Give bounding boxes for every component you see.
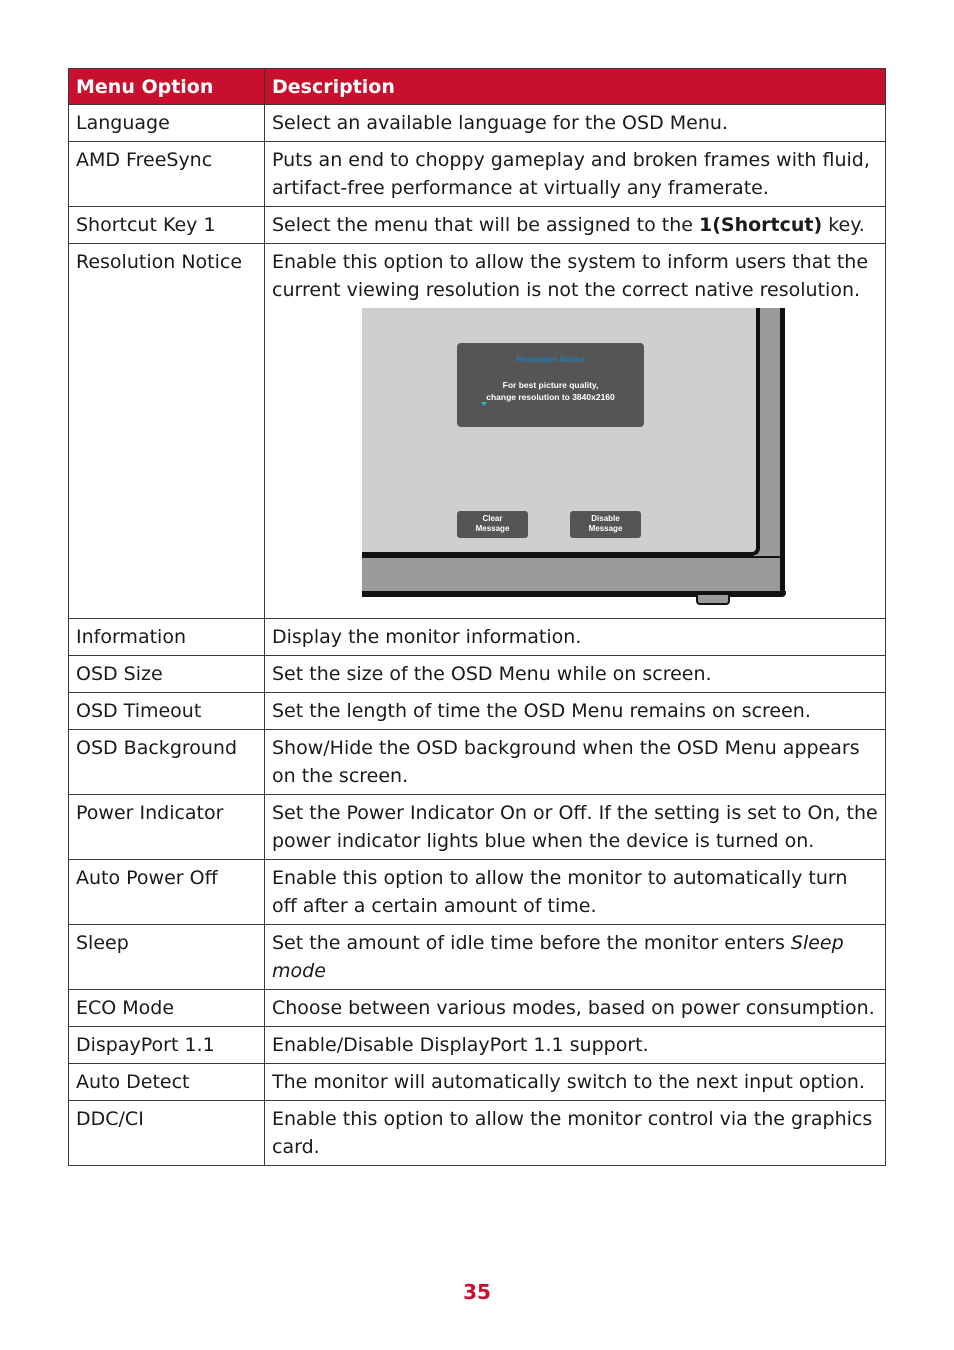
page-number: 35 bbox=[463, 1280, 491, 1304]
arrow-down-icon bbox=[481, 402, 487, 406]
table-row bbox=[69, 207, 886, 244]
option-cell: Resolution Notice bbox=[69, 244, 265, 619]
disable-message-button[interactable]: Disable Message bbox=[570, 511, 641, 538]
option-cell: OSD Size bbox=[69, 656, 265, 693]
description-text: Enable this option to allow the system to inform users that the current viewing resolution is not the correct native resolution. bbox=[272, 251, 869, 301]
table-row bbox=[69, 730, 886, 795]
table-row bbox=[69, 693, 886, 730]
table-row bbox=[69, 1027, 886, 1064]
description-cell: Select an available language for the OSD Menu. bbox=[265, 105, 886, 142]
option-cell: Auto Power Off bbox=[69, 860, 265, 925]
description-cell bbox=[265, 207, 886, 244]
option-cell: Auto Detect bbox=[69, 1064, 265, 1101]
table-row bbox=[69, 142, 886, 207]
option-cell: OSD Timeout bbox=[69, 693, 265, 730]
option-cell: DispayPort 1.1 bbox=[69, 1027, 265, 1064]
description-cell: The monitor will automatically switch to the next input option. bbox=[265, 1064, 886, 1101]
description-cell: Puts an end to choppy gameplay and broken frames with fluid, artifact-free performance at virtually any framerate. bbox=[265, 142, 886, 207]
clear-message-button[interactable]: Clear Message bbox=[457, 511, 528, 538]
description-cell bbox=[265, 244, 886, 619]
table-row bbox=[69, 860, 886, 925]
monitor-bezel bbox=[362, 556, 780, 596]
option-cell: Power Indicator bbox=[69, 795, 265, 860]
column-header-description: Description bbox=[265, 69, 886, 105]
option-cell: OSD Background bbox=[69, 730, 265, 795]
table-row bbox=[69, 619, 886, 656]
table-row bbox=[69, 105, 886, 142]
description-cell: Set the length of time the OSD Menu remains on screen. bbox=[265, 693, 886, 730]
description-text: Set the amount of idle time before the monitor enters bbox=[272, 932, 791, 954]
description-cell: Enable this option to allow the monitor control via the graphics card. bbox=[265, 1101, 886, 1166]
monitor-frame bbox=[756, 308, 785, 594]
description-text: key. bbox=[822, 214, 865, 236]
description-text: Select the menu that will be assigned to the bbox=[272, 214, 699, 236]
table-row bbox=[69, 1101, 886, 1166]
table-row bbox=[69, 1064, 886, 1101]
option-cell: Shortcut Key 1 bbox=[69, 207, 265, 244]
resolution-notice-illustration bbox=[362, 308, 786, 608]
notice-message bbox=[457, 379, 644, 403]
monitor-screen bbox=[362, 308, 760, 556]
description-cell: Set the Power Indicator On or Off. If the setting is set to On, the power indicator lights blue when the device is turned on. bbox=[265, 795, 886, 860]
table-row bbox=[69, 795, 886, 860]
option-cell: DDC/CI bbox=[69, 1101, 265, 1166]
description-cell: Set the size of the OSD Menu while on screen. bbox=[265, 656, 886, 693]
table-row bbox=[69, 990, 886, 1027]
description-cell bbox=[265, 925, 886, 990]
sleep-mode-term: Sleep mode bbox=[272, 932, 844, 982]
description-cell: Show/Hide the OSD background when the OSD Menu appears on the screen. bbox=[265, 730, 886, 795]
description-cell: Display the monitor information. bbox=[265, 619, 886, 656]
shortcut-key-label: 1(Shortcut) bbox=[698, 214, 823, 236]
option-cell: Language bbox=[69, 105, 265, 142]
option-cell: Information bbox=[69, 619, 265, 656]
menu-options-table bbox=[68, 68, 886, 1166]
table-row bbox=[69, 925, 886, 990]
option-cell: Sleep bbox=[69, 925, 265, 990]
option-cell: ECO Mode bbox=[69, 990, 265, 1027]
option-cell: AMD FreeSync bbox=[69, 142, 265, 207]
notice-title: Resolution Notice bbox=[516, 355, 585, 364]
notice-line: For best picture quality, bbox=[502, 380, 599, 390]
description-cell: Choose between various modes, based on power consumption. bbox=[265, 990, 886, 1027]
notice-line: change resolution to 3840x2160 bbox=[486, 392, 615, 402]
table-header-row bbox=[69, 69, 886, 105]
table-row bbox=[69, 244, 886, 619]
description-cell: Enable this option to allow the monitor to automatically turn off after a certain amount of time. bbox=[265, 860, 886, 925]
description-cell: Enable/Disable DisplayPort 1.1 support. bbox=[265, 1027, 886, 1064]
column-header-menu-option: Menu Option bbox=[69, 69, 265, 105]
resolution-notice-dialog bbox=[457, 343, 644, 427]
monitor-stand bbox=[696, 595, 730, 605]
table-row bbox=[69, 656, 886, 693]
